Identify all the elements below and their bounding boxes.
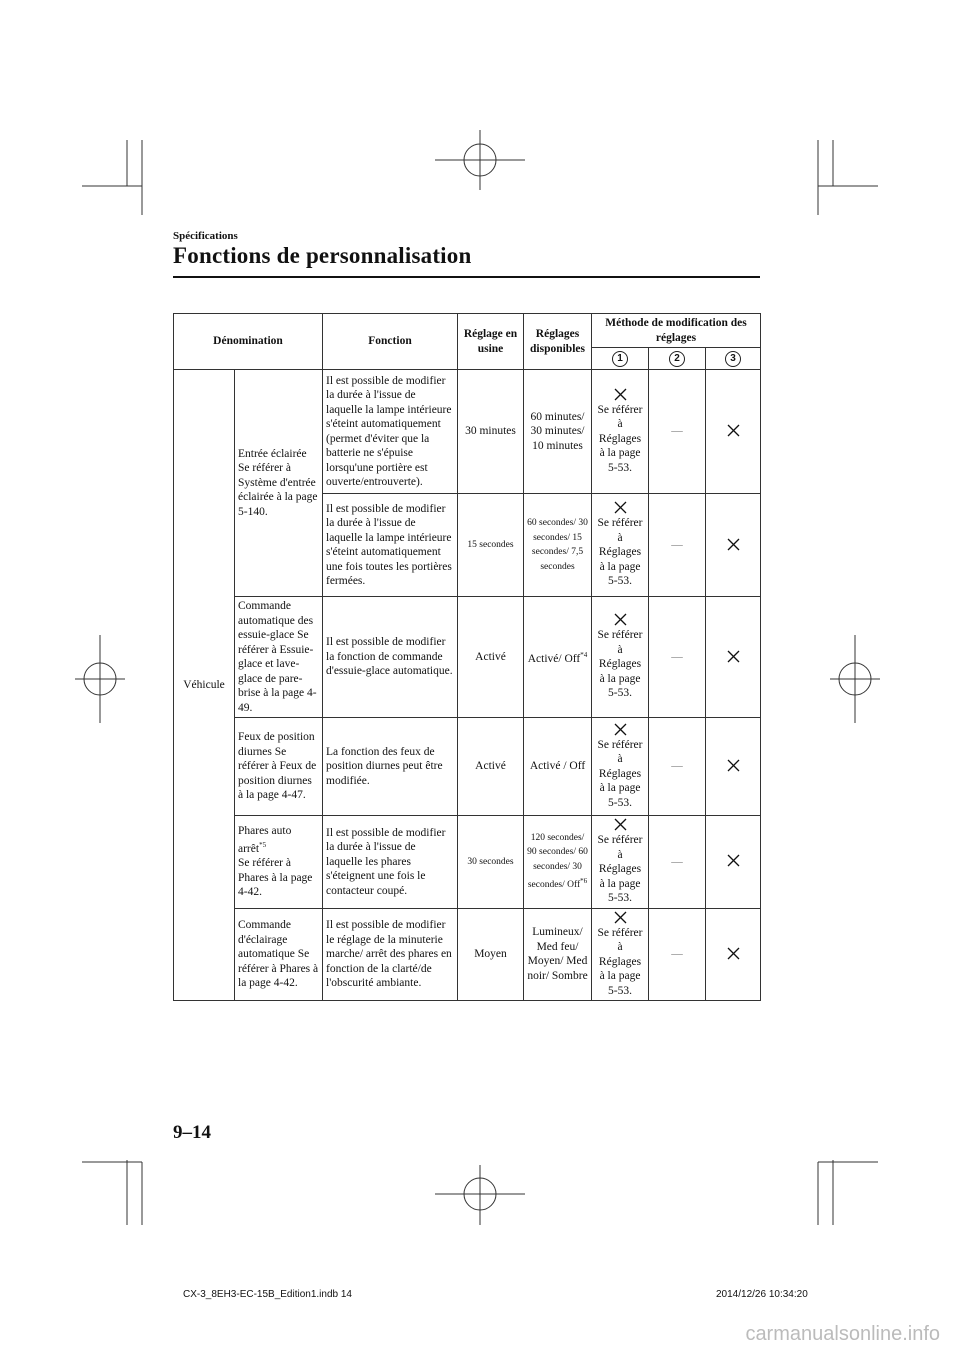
row-factory: 30 minutes — [458, 370, 524, 494]
footnote-ref: *6 — [580, 877, 588, 886]
circled-number-2: 2 — [669, 351, 685, 367]
watermark[interactable]: carmanualsonline.info — [745, 1323, 940, 1345]
title-rule — [173, 276, 760, 278]
row-method-2: — — [649, 816, 706, 909]
row-factory: 30 secondes — [458, 816, 524, 909]
row-method-3 — [706, 494, 761, 597]
x-cross-icon — [727, 947, 740, 960]
header-method-3 — [706, 348, 761, 370]
row-function: Il est possible de modifier le réglage de la minuterie marche/ arrêt des phares en fonction de la clarté/de l'obscurité ambiante. — [323, 908, 458, 1001]
method-ref: Se référer à Réglages à la page 5-53. — [597, 738, 643, 809]
row-method-1 — [592, 816, 649, 909]
row-method-3 — [706, 908, 761, 1001]
x-cross-icon — [614, 723, 627, 736]
row-method-3 — [706, 718, 761, 816]
method-ref: Se référer à Réglages à la page 5-53. — [597, 834, 643, 904]
footnote-ref: *4 — [580, 650, 588, 659]
header-available: Réglages disponibles — [524, 314, 592, 370]
row-function: Il est possible de modifier la durée à l'issue de laquelle les phares s'éteignent une fois le contacteur coupé. — [323, 816, 458, 909]
name-ref: Se référer à Phares à la page 4-42. — [238, 857, 313, 899]
x-cross-icon — [614, 911, 627, 924]
footnote-ref: *5 — [259, 841, 267, 850]
row-function: Il est possible de modifier la fonction de commande d'essuie-glace automatique. — [323, 597, 458, 718]
row-method-3 — [706, 597, 761, 718]
row-name: Commande automatique des essuie-glace Se référer à Essuie-glace et lave-glace de pare-brise à la page 4-49. — [235, 597, 323, 718]
row-factory: Activé — [458, 597, 524, 718]
available-text: 120 secondes/ 90 secondes/ 60 secondes/ 30 secondes/ Off — [527, 832, 588, 891]
header-method-2 — [649, 348, 706, 370]
page-number: 9–14 — [173, 1122, 211, 1143]
row-factory: 15 secondes — [458, 494, 524, 597]
x-cross-icon — [614, 388, 627, 401]
row-function: Il est possible de modifier la durée à l'issue de laquelle la lampe intérieure s'éteint automatiquement (permet d'éviter que la batterie ne s'épuise lorsqu'une portière est ouverte/entrouverte). — [323, 370, 458, 494]
method-ref: Se référer à Réglages à la page 5-53. — [597, 517, 643, 588]
row-method-1 — [592, 718, 649, 816]
page-title: Fonctions de personnalisation — [173, 243, 472, 268]
x-cross-icon — [727, 759, 740, 772]
customization-table — [173, 313, 761, 1001]
row-available: Lumineux/ Med feu/ Moyen/ Med noir/ Sombre — [524, 908, 592, 1001]
method-ref: Se référer à Réglages à la page 5-53. — [597, 629, 643, 700]
row-method-3 — [706, 370, 761, 494]
header-method-1 — [592, 348, 649, 370]
row-method-2: — — [649, 370, 706, 494]
x-cross-icon — [727, 424, 740, 437]
available-text: Activé/ Off — [527, 652, 581, 665]
header-method: Méthode de modification des réglages — [592, 314, 761, 348]
row-method-1 — [592, 908, 649, 1001]
row-name — [235, 816, 323, 909]
x-cross-icon — [614, 818, 627, 831]
row-method-1 — [592, 494, 649, 597]
x-cross-icon — [727, 854, 740, 867]
row-name-illuminated-entry: Entrée éclairée Se référer à Système d'entrée éclairée à la page 5-140. — [235, 370, 323, 597]
row-available — [524, 816, 592, 909]
section-label: Spécifications — [173, 230, 238, 242]
method-ref: Se référer à Réglages à la page 5-53. — [597, 926, 643, 997]
row-factory: Moyen — [458, 908, 524, 1001]
circled-number-1: 1 — [612, 351, 628, 367]
row-method-2: — — [649, 908, 706, 1001]
row-available: 60 secondes/ 30 secondes/ 15 secondes/ 7,5 secondes — [524, 494, 592, 597]
header-factory: Réglage en usine — [458, 314, 524, 370]
header-name: Dénomination — [174, 314, 323, 370]
group-vehicle: Véhicule — [174, 370, 235, 1001]
row-method-3 — [706, 816, 761, 909]
row-available: 60 minutes/ 30 minutes/ 10 minutes — [524, 370, 592, 494]
header-function: Fonction — [323, 314, 458, 370]
row-function: Il est possible de modifier la durée à l'issue de laquelle la lampe intérieure s'éteint automatiquement une fois toutes les portières fermées. — [323, 494, 458, 597]
footer-timestamp: 2014/12/26 10:34:20 — [716, 1289, 808, 1300]
row-name: Feux de position diurnes Se référer à Feux de position diurnes à la page 4-47. — [235, 718, 323, 816]
row-name: Commande d'éclairage automatique Se référer à Phares à la page 4-42. — [235, 908, 323, 1001]
row-method-1 — [592, 370, 649, 494]
name-text: Phares auto arrêt — [238, 824, 292, 855]
row-function: La fonction des feux de position diurnes peut être modifiée. — [323, 718, 458, 816]
row-method-1 — [592, 597, 649, 718]
x-cross-icon — [614, 613, 627, 626]
row-method-2: — — [649, 494, 706, 597]
x-cross-icon — [727, 650, 740, 663]
method-ref: Se référer à Réglages à la page 5-53. — [597, 403, 643, 474]
x-cross-icon — [727, 538, 740, 551]
row-available: Activé / Off — [524, 718, 592, 816]
circled-number-3: 3 — [725, 351, 741, 367]
row-method-2: — — [649, 597, 706, 718]
footer-file-info: CX-3_8EH3-EC-15B_Edition1.indb 14 — [183, 1289, 352, 1300]
x-cross-icon — [614, 501, 627, 514]
row-available — [524, 597, 592, 718]
row-factory: Activé — [458, 718, 524, 816]
row-method-2: — — [649, 718, 706, 816]
